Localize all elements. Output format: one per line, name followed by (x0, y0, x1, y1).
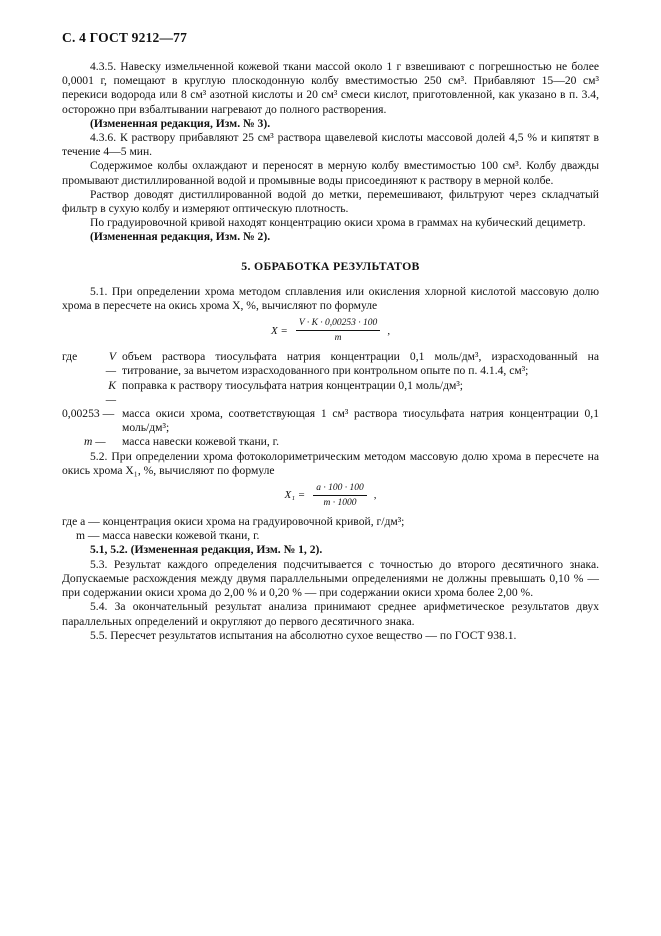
formula-x-fraction (296, 317, 380, 344)
formula-x-denominator: m (334, 333, 342, 344)
where-label: где (62, 350, 78, 364)
page-header: С. 4 ГОСТ 9212—77 (62, 30, 188, 45)
edition-note-2: (Измененная редакция, Изм. № 2). (90, 230, 271, 244)
formula-x-definitions-2 (62, 407, 599, 450)
edition-note-1-2: 5.1, 5.2. (Измененная редакция, Изм. № 1, 2). (90, 543, 323, 557)
formula-x1-numerator: a · 100 · 100 (313, 482, 367, 496)
def-coef-symbol: 0,00253 — (62, 407, 115, 421)
paragraph-5-5: 5.5. Пересчет результатов испытания на абсолютно сухое вещество — по ГОСТ 938.1. (90, 628, 517, 642)
paragraph-cooling: Содержимое колбы охлаждают и переносят в мерную колбу вместимостью 100 см³. Колбу дважды промывают дистиллированной водой и промывные воды присоединяют к раствору в мерной колбе. (62, 159, 599, 187)
paragraph-calibration: По градуировочной кривой находят концентрацию окиси хрома в граммах на кубический дециметр. (90, 216, 586, 230)
paragraph-5-4: 5.4. За окончательный результат анализа принимают среднее арифметическое результатов двух параллельных определений и округляют до первого десятичного знака. (62, 600, 599, 628)
formula-x (62, 317, 599, 344)
paragraph-filtering: Раствор доводят дистиллированной водой до метки, перемешивают, фильтруют через складчатый фильтр в сухую колбу и измеряют оптическую плотность. (62, 187, 599, 216)
def-m-text: масса навески кожевой ткани, г. (122, 435, 280, 449)
def-m-2: m — масса навески кожевой ткани, г. (76, 529, 260, 543)
def-coef-text: масса окиси хрома, соответствующая 1 см³ раствора тиосульфата натрия концентрации 0,1 моль/дм³; (122, 407, 599, 435)
formula-x-numerator: V · K · 0,00253 · 100 (296, 317, 380, 331)
document-body (62, 60, 599, 643)
def-m-symbol: m — (84, 435, 106, 449)
def-k-symbol: K — (105, 378, 116, 406)
paragraph-4-3-6: 4.3.6. К раствору прибавляют 25 см³ раствора щавелевой кислоты массовой долей 4,5 % и кипятят в течение 4—5 мин. (62, 131, 599, 159)
formula-x1 (62, 482, 599, 509)
formula-x1-denominator: m · 1000 (323, 498, 357, 509)
formula-x-lhs: X = (270, 324, 288, 337)
paragraph-4-3-5: 4.3.5. Навеску измельченной кожевой ткани массой около 1 г взвешивают с погрешностью не более 0,0001 г, помещают в круглую плоскодонную колбу вместимостью 250 см³. Прибавляют 15—20 см³ перекиси водорода или 8 см³ азотной кислоты и 20 см³ смеси кислот, приготовленной, как указано в п. 3.4, осторожно при взбалтывании нагревают до полного растворения. (62, 60, 599, 116)
formula-x-tail: , (387, 324, 391, 337)
formula-x1-fraction (313, 482, 367, 509)
edition-note-3: (Измененная редакция, Изм. № 3). (90, 116, 271, 130)
def-v-text: объем раствора тиосульфата натрия концентрации 0,1 моль/дм³, израсходованный на титрование, за вычетом израсходованного при контрольном опыте по п. 4.1.4, см³; (122, 350, 599, 378)
paragraph-5-1: 5.1. При определении хрома методом сплавления или окисления хлорной кислотой массовую долю хрома в пересчете на окись хрома X, %, вычисляют по формуле (62, 284, 599, 313)
def-v-symbol: V — (105, 350, 116, 378)
paragraph-5-2: 5.2. При определении хрома фотоколориметрическим методом массовую долю хрома в пересчете на окись хрома X₁, %, вычисляют по формуле (62, 449, 599, 477)
section-5-heading: 5. ОБРАБОТКА РЕЗУЛЬТАТОВ (241, 258, 420, 273)
def-a: где a — концентрация окиси хрома на градуировочной кривой, г/дм³; (62, 515, 405, 529)
formula-x-definitions (62, 350, 599, 407)
paragraph-5-3: 5.3. Результат каждого определения подсчитывается с точностью до второго десятичного знака. Допускаемые расхождения между двумя параллельными определениями не должны превышать 0,10 % — при содержании окиси хрома до 2,00 % и 0,20 % — при содержании окиси хрома более 2,00 %. (62, 557, 599, 600)
formula-x1-lhs: X₁ = (284, 489, 306, 502)
formula-x1-tail: , (373, 489, 377, 502)
def-k-text: поправка к раствору тиосульфата натрия концентрации 0,1 моль/дм³; (122, 378, 464, 392)
